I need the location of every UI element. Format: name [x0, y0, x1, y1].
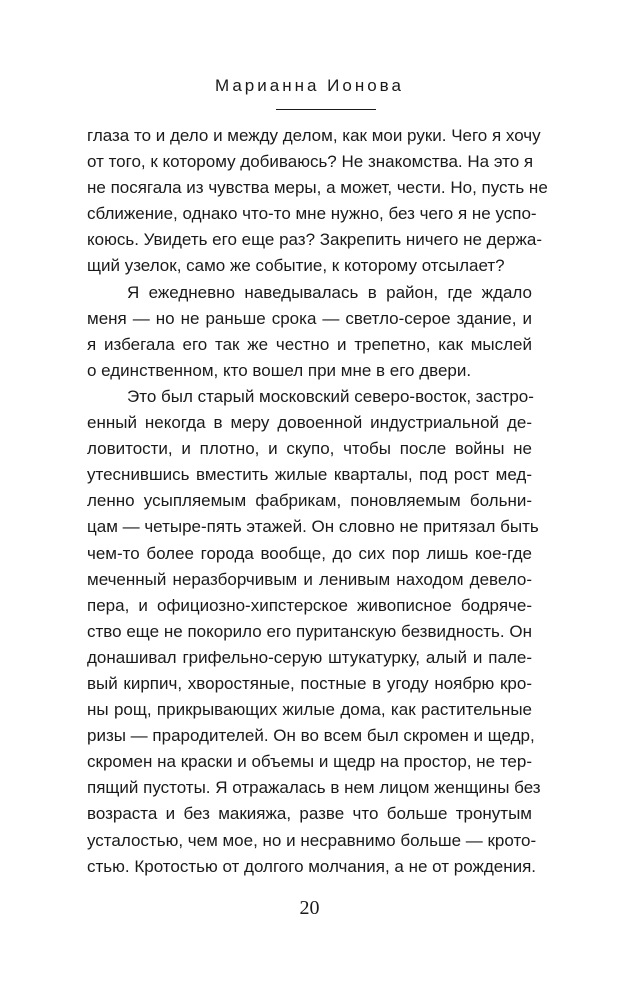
text-line: меченный неразборчивым и ленивым находом девело-: [87, 569, 532, 589]
body-text: [87, 123, 548, 880]
text-line: глаза то и дело и между делом, как мои руки. Чего я хочу: [87, 126, 541, 145]
text-line: ство еще не покорило его пуританскую безвидность. Он: [87, 621, 532, 641]
text-line: не посягала из чувства меры, а может, чести. Но, пусть не: [87, 178, 548, 198]
header-rule: [276, 109, 376, 110]
text-line: ны рощ, прикрывающих жилые дома, как растительные: [87, 700, 532, 720]
text-line: коюсь. Увидеть его еще раз? Закрепить ничего не держа-: [87, 230, 542, 250]
text-line: усталостью, чем мое, но и несравнимо больше — крото-: [87, 830, 537, 850]
text-line: вый кирпич, хворостяные, постные в угоду ноябрю кро-: [87, 673, 532, 693]
running-header-author: Марианна Ионова: [215, 76, 404, 95]
text-line: от того, к которому добиваюсь? Не знакомства. На это я: [87, 152, 534, 172]
text-line: пящий пустоты. Я отражалась в нем лицом женщины без: [87, 778, 541, 798]
text-line: сближение, однако что-то мне нужно, без чего я не успо-: [87, 204, 537, 224]
text-line: о единственном, кто вошел при мне в его двери.: [87, 360, 472, 380]
text-line: ловитости, и плотно, и скупо, чтобы после войны не: [87, 439, 532, 459]
text-line: Это был старый московский северо-восток, застро-: [127, 386, 534, 406]
text-line: меня — но не раньше срока — светло-серое здание, и: [87, 308, 532, 328]
text-line: пера, и официозно-хипстерское живописное бодряче-: [87, 595, 532, 615]
text-line: чем-то более города вообще, до сих пор лишь кое-где: [87, 543, 532, 563]
text-line: ризы — прародителей. Он во всем был скромен и щедр,: [87, 726, 535, 746]
page-number: 20: [299, 897, 320, 919]
text-line: утеснившись вместить жилые кварталы, под рост мед-: [87, 465, 532, 485]
text-line: скромен на краски и объемы и щедр на простор, не тер-: [87, 752, 532, 772]
text-line: донашивал грифельно-серую штукатурку, алый и пале-: [87, 647, 532, 667]
text-line: ленно усыпляемым фабрикам, поновляемым больни-: [87, 491, 532, 511]
text-line: цам — четыре-пять этажей. Он словно не притязал быть: [87, 517, 539, 537]
text-line: енный некогда в меру довоенной индустриальной де-: [87, 413, 532, 433]
text-line: я избегала его так же честно и трепетно, как мыслей: [87, 334, 532, 354]
text-line: щий узелок, само же событие, к которому отсылает?: [87, 256, 505, 276]
text-line: стью. Кротостью от долгого молчания, а не от рождения.: [87, 856, 537, 876]
text-line: Я ежедневно наведывалась в район, где ждало: [127, 282, 532, 302]
text-line: возраста и без макияжа, разве что больше тронутым: [87, 804, 532, 824]
